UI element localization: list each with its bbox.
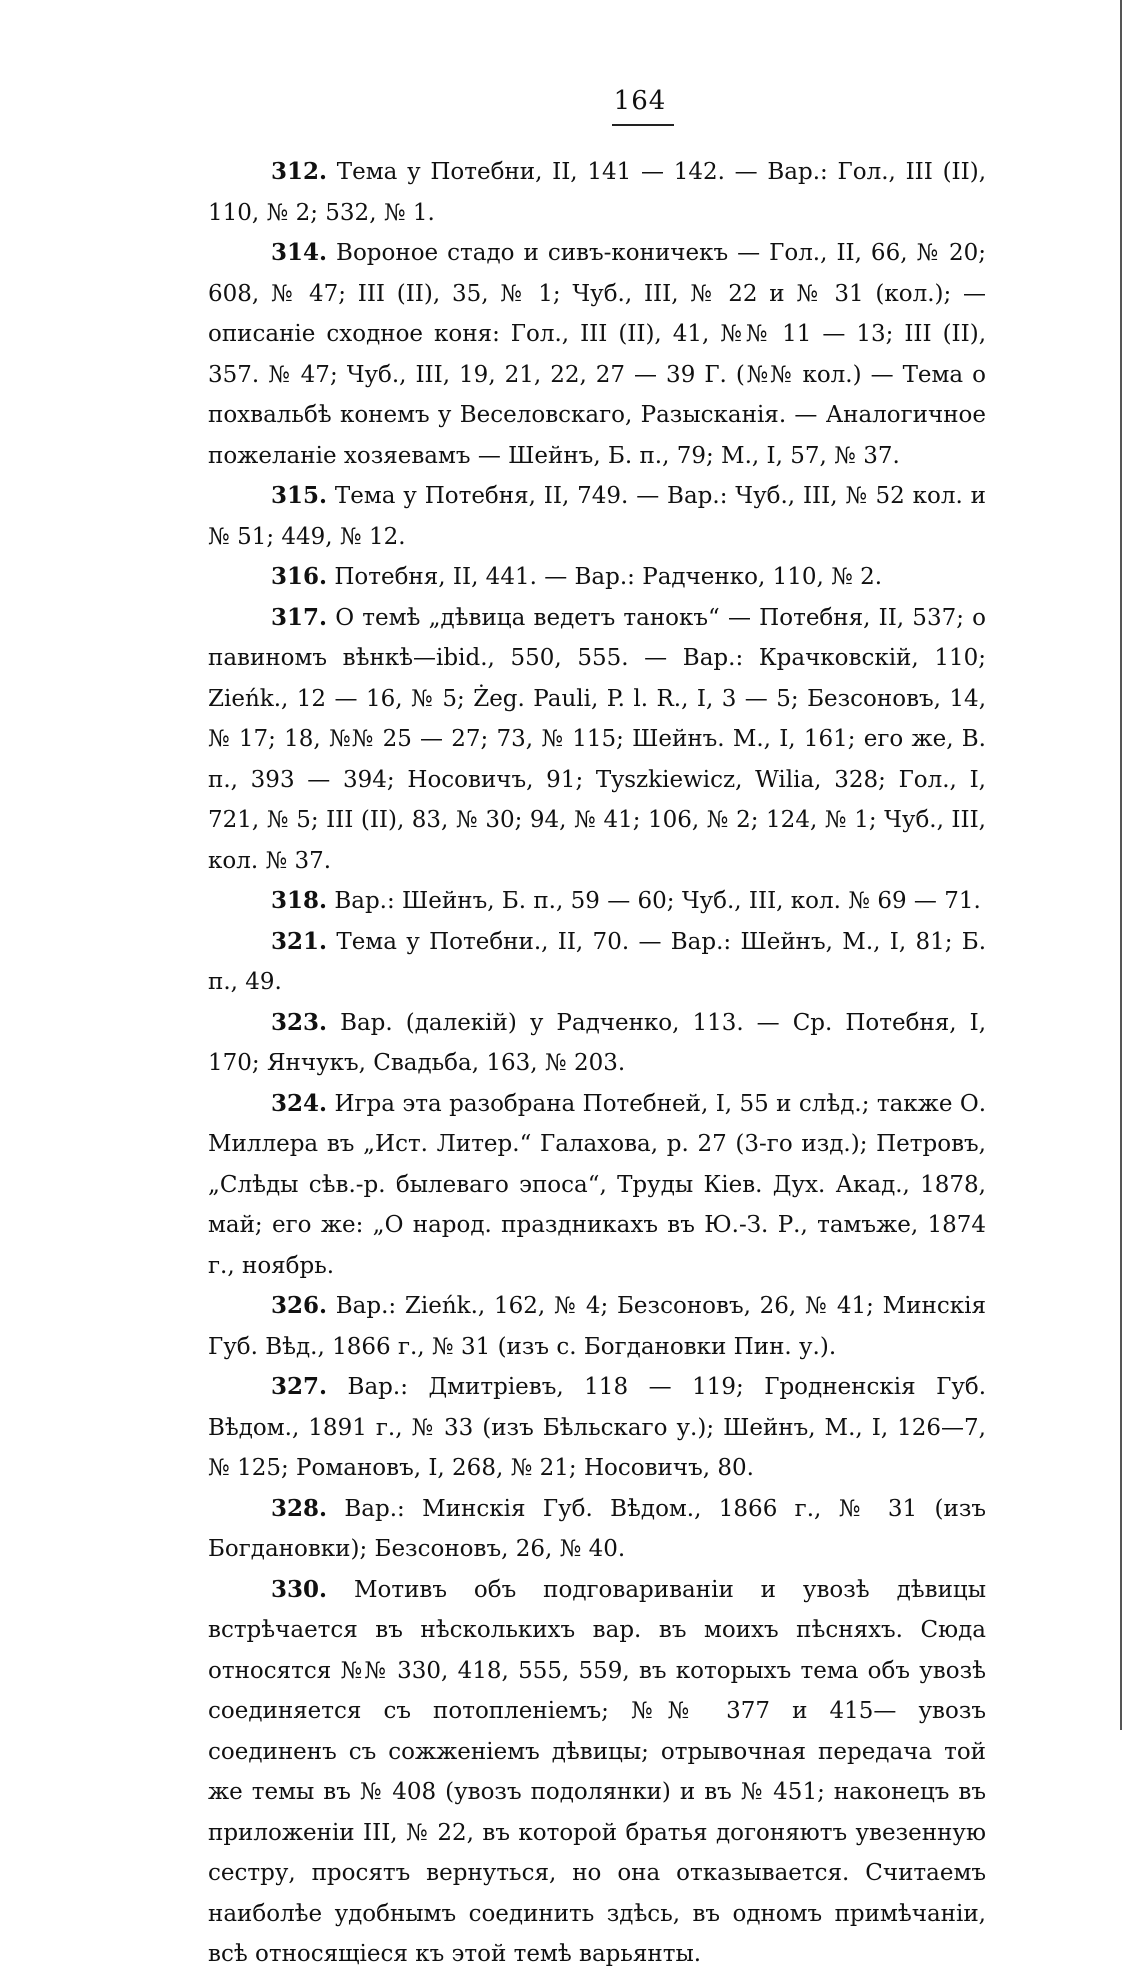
note-number: 314. <box>271 239 328 266</box>
note-number: 327. <box>271 1373 328 1400</box>
note-text: Вороное стадо и сивъ-коничекъ — Гол., II, 66, № 20; 608, № 47; III (II), 35, № 1; Чуб., III, № 22 и № 31 (кол.); — описаніе сходное коня: Гол., III (II), 41, №№ 11 — 13; III (II), 357. № 47; Чуб., III, 19, 21, 22, 27 — 39 Г. (№№ кол.) — Тема о похвальбѣ конемъ у Веселовскаго, Разысканія. — Аналогичное пожеланіе хозяевамъ — Шейнъ, Б. п., 79; М., I, 57, № 37. <box>208 240 987 469</box>
note-entry <box>208 1003 986 1084</box>
note-entry <box>208 233 986 476</box>
note-entry <box>208 881 986 922</box>
note-number: 312. <box>271 158 328 185</box>
note-number: 330. <box>271 1575 328 1603</box>
note-text: Тема у Потебни, II, 141 — 142. — Вар.: Гол., III (II), 110, № 2; 532, № 1. <box>208 159 987 226</box>
note-entry <box>208 1286 986 1367</box>
note-number: 328. <box>271 1494 328 1522</box>
note-number: 318. <box>271 887 328 914</box>
note-number: 315. <box>271 482 328 509</box>
note-number: 324. <box>271 1089 328 1117</box>
note-number: 323. <box>271 1008 328 1036</box>
note-entry <box>208 1570 986 1975</box>
note-number: 326. <box>271 1292 328 1319</box>
note-text: Вар.: Минскія Губ. Вѣдом., 1866 г., № 31 (изъ Богдановки); Безсоновъ, 26, № 40. <box>208 1495 987 1562</box>
notes-body <box>208 152 986 1975</box>
note-entry <box>208 152 986 233</box>
note-text: Вар.: Дмитріевъ, 118 — 119; Гродненскія Губ. Вѣдом., 1891 г., № 33 (изъ Бѣльскаго у.); Шейнъ, М., I, 126—7, № 125; Романовъ, I, 268, № 21; Носовичъ, 80. <box>208 1374 987 1481</box>
note-number: 317. <box>271 603 328 631</box>
note-text: Тема у Потебня, II, 749. — Вар.: Чуб., III, № 52 кол. и № 51; 449, № 12. <box>208 483 986 550</box>
note-entry <box>208 1489 986 1570</box>
page-number-underline <box>612 124 674 126</box>
note-text: Мотивъ объ подговариваніи и увозѣ дѣвицы встрѣчается въ нѣсколькихъ вар. въ моихъ пѣсняхъ. Сюда относятся №№ 330, 418, 555, 559, въ которыхъ тема объ увозѣ соединяется съ потопленіемъ; №№ 377 и 415— увозъ соединенъ съ сожженіемъ дѣвицы; отрывочная передача той же темы въ № 408 (увозъ подолянки) и въ № 451; наконецъ въ приложеніи III, № 22, въ которой братья догоняютъ увезенную сестру, просятъ вернуться, но она отказывается. Считаемъ наиболѣе удобнымъ соединить здѣсь, въ одномъ примѣчаніи, всѣ относящіеся къ этой темѣ варьянты. <box>208 1576 986 1967</box>
note-entry <box>208 1367 986 1489</box>
note-text: Потебня, II, 441. — Вар.: Радченко, 110, № 2. <box>334 564 883 590</box>
note-entry <box>208 1084 986 1287</box>
note-entry <box>208 557 986 598</box>
page-number: 164 <box>613 86 667 116</box>
note-number: 321. <box>271 927 328 955</box>
note-entry <box>208 476 986 557</box>
note-text: О темѣ „дѣвица ведетъ танокъ“ — Потебня, II, 537; о павиномъ вѣнкѣ—ibid., 550, 555. — Вар.: Крачковскій, 110; Zieńk., 12 — 16, № 5; Żeg. Pauli, P. l. R., I, 3 — 5; Безсоновъ, 14, № 17; 18, №№ 25 — 27; 73, № 115; Шейнъ. М., I, 161; его же, В. п., 393 — 394; Носовичъ, 91; Tyszkiewicz, Wilia, 328; Гол., I, 721, № 5; III (II), 83, № 30; 94, № 41; 106, № 2; 124, № 1; Чуб., III, кол. № 37. <box>208 604 987 874</box>
note-text: Тема у Потебни., II, 70. — Вар.: Шейнъ, М., I, 81; Б. п., 49. <box>208 928 987 995</box>
note-number: 316. <box>271 563 328 590</box>
note-text: Вар.: Шейнъ, Б. п., 59 — 60; Чуб., III, кол. № 69 — 71. <box>334 888 981 914</box>
note-text: Вар.: Zieńk., 162, № 4; Безсоновъ, 26, № 41; Минскія Губ. Вѣд., 1866 г., № 31 (изъ с. Богдановки Пин. у.). <box>208 1293 986 1360</box>
note-text: Вар. (далекій) у Радченко, 113. — Ср. Потебня, I, 170; Янчукъ, Свадьба, 163, № 203. <box>208 1009 987 1076</box>
note-text: Игра эта разобрана Потебней, I, 55 и слѣд.; также О. Миллера въ „Ист. Литер.“ Галахова, р. 27 (3-го изд.); Петровъ, „Слѣды сѣв.-р. былеваго эпоса“, Труды Кіев. Дух. Акад., 1878, май; его же: „О народ. праздникахъ въ Ю.-З. Р., тамъже, 1874 г., ноябрь. <box>208 1090 987 1279</box>
note-entry <box>208 598 986 882</box>
page-edge-line <box>1120 0 1122 1730</box>
note-entry <box>208 922 986 1003</box>
